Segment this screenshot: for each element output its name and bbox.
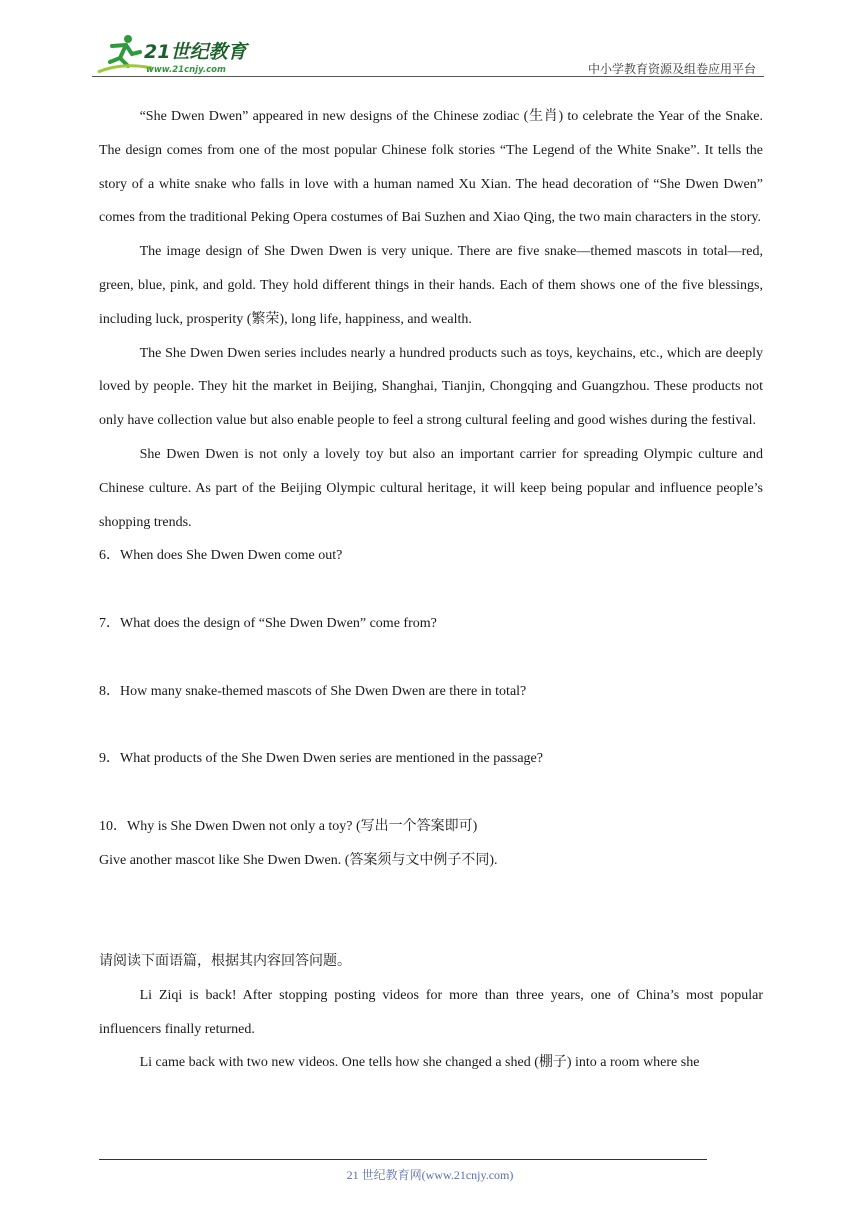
page-header — [92, 32, 764, 78]
answer-space — [99, 708, 763, 742]
answer-space — [99, 877, 763, 945]
passage1-paragraph-4: She Dwen Dwen is not only a lovely toy but also an important carrier for spreading Olympic culture and Chinese culture. As part of the Beijing Olympic cultural heritage, it will keep being popular and influence people’s shopping trends. — [99, 446, 763, 530]
question-10: 10．Why is She Dwen Dwen not only a toy? (写出一个答案即可) — [99, 818, 478, 834]
footer-divider — [99, 1159, 707, 1160]
header-divider — [92, 76, 764, 77]
passage1-paragraph-3: The She Dwen Dwen series includes nearly a hundred products such as toys, keychains, etc., which are deeply loved by people. They hit the market in Beijing, Shanghai, Tianjin, Chongqing and Guangzhou. These products not only have collection value but also enable people to feel a strong cultural feeling and good wishes during the festival. — [99, 345, 763, 429]
answer-space — [99, 776, 763, 810]
passage2-paragraph-2: Li came back with two new videos. One tells how she changed a shed (棚子) into a room where she — [139, 1055, 700, 1071]
answer-space — [99, 573, 763, 607]
svg-text:21世纪教育: 21世纪教育 — [144, 41, 247, 63]
passage1-paragraph-1: “She Dwen Dwen” appeared in new designs of the Chinese zodiac (生肖) to celebrate the Year of the Snake. The design comes from one of the most popular Chinese folk stories “The Legend of the White Snake”. It tells the story of a white snake who falls in love with a human named Xu Xian. The head decoration of “She Dwen Dwen” comes from the traditional Peking Opera costumes of Bai Suzhen and Xiao Qing, the two main characters in the story. — [99, 109, 763, 226]
question-7: 7．What does the design of “She Dwen Dwen” come from? — [99, 615, 437, 631]
passage2-paragraph-1: Li Ziqi is back! After stopping posting videos for more than three years, one of China’s most popular influencers finally returned. — [99, 987, 763, 1037]
header-platform-title: 中小学教育资源及组卷应用平台 — [587, 62, 756, 76]
question-6: 6．When does She Dwen Dwen come out? — [99, 548, 343, 564]
question-10-part-2: Give another mascot like She Dwen Dwen. (答案须与文中例子不同). — [99, 852, 498, 868]
section2-instruction: 请阅读下面语篇，根据其内容回答问题。 — [99, 952, 351, 969]
footer-source: 21 世纪教育网(www.21cnjy.com) — [346, 1168, 514, 1182]
site-logo — [92, 32, 262, 76]
question-8: 8．How many snake-themed mascots of She Dwen Dwen are there in total? — [99, 683, 527, 699]
svg-text:www.21cnjy.com: www.21cnjy.com — [146, 65, 226, 75]
document-body — [99, 100, 763, 1080]
answer-space — [99, 641, 763, 675]
passage1-paragraph-2: The image design of She Dwen Dwen is very unique. There are five snake—themed mascots in total—red, green, blue, pink, and gold. They hold different things in their hands. Each of them shows one of the five blessings, including luck, prosperity (繁荣), long life, happiness, and wealth. — [99, 244, 763, 327]
question-9: 9．What products of the She Dwen Dwen series are mentioned in the passage? — [99, 751, 543, 767]
